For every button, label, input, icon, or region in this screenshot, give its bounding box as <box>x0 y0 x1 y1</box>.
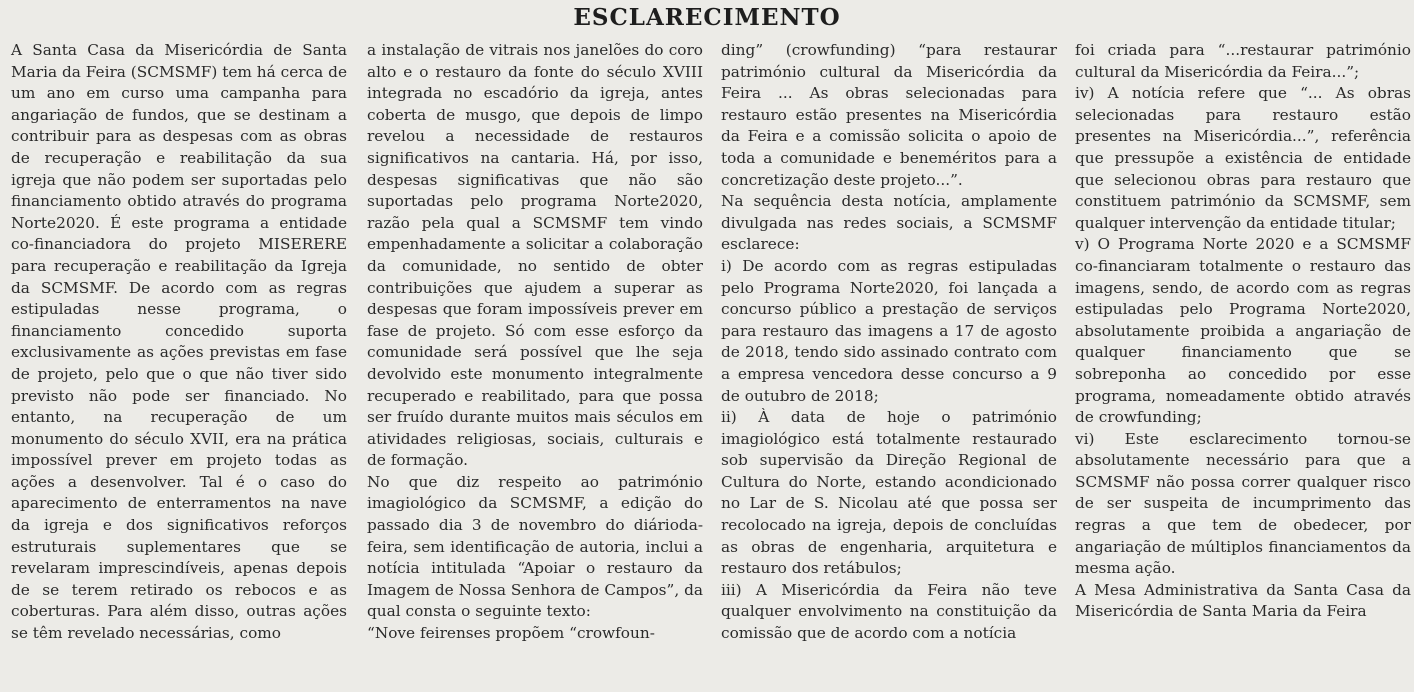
article-column-3 <box>721 40 1057 645</box>
article-title: ESCLARECIMENTO <box>573 4 841 31</box>
paragraph: “Nove feirenses propõem “crowfoun- <box>367 624 655 643</box>
paragraph: iv) A notícia refere que “... As obras selecionadas para restauro estão presentes na Misericórdia...”, referência que pressupõe a existência de entidade que selecionou obras para restauro que constituem património da SCMSMF, sem qualquer intervenção da entidade titular; <box>1075 84 1411 232</box>
paragraph: i) De acordo com as regras estipuladas pelo Programa Norte2020, foi lançada a concurso público a prestação de serviços para restauro das imagens a 17 de agosto de 2018, tendo sido assinado contrato com a empresa vencedora desse concurso a 9 de outubro de 2018; <box>721 256 1057 405</box>
article-column-2 <box>367 40 703 645</box>
paragraph: foi criada para “...restaurar património cultural da Misericórdia da Feira...”; <box>1075 41 1411 81</box>
paragraph: Na sequência desta notícia, amplamente divulgada nas redes sociais, a SCMSMF esclarece: <box>721 192 1057 254</box>
paragraph: v) O Programa Norte 2020 e a SCMSMF co-financiaram totalmente o restauro das imagens, sendo, de acordo com as regras estipuladas pelo Programa Norte2020, absolutamente proibida a angariação de qualquer financiamento que se sobreponha ao concedido por esse programa, nomeadamente obtido através de crowfunding; <box>1075 235 1411 427</box>
paragraph: A Santa Casa da Misericórdia de Santa Maria da Feira (SCMSMF) tem há cerca de um ano em curso uma campanha para angariação de fundos, que se destinam a contribuir para as despesas com as obras de recuperação e reabilitação da sua igreja que não podem ser suportadas pelo financiamento obtido através do programa Norte2020. É este programa a entidade co-financiadora do projeto MISERERE para recuperação e reabilitação da Igreja da SCMSMF. De acordo com as regras estipuladas nesse programa, o financiamento concedido suporta exclusivamente as ações previstas em fase de projeto, pelo que o que não tiver sido previsto não pode ser financiado. No entanto, na recuperação de um monumento do século XVII, era na prática impossível prever em projeto todas as ações a desenvolver. Tal é o caso do aparecimento de enterramentos na nave da igreja e dos significativos reforços estruturais suplementares que se revelaram imprescindíveis, apenas depois de se terem retirado os rebocos e as coberturas. Para além disso, outras ações se têm revelado necessárias, como <box>11 41 347 643</box>
paragraph: ding” (crowfunding) “para restaurar património cultural da Misericórdia da Feira ... As obras selecionadas para restauro estão presentes na Misericórdia da Feira e a comissão solicita o apoio de toda a comunidade e beneméritos para a concretização deste projeto...”. <box>721 41 1057 189</box>
signature-line: A Mesa Administrativa da Santa Casa da Misericórdia de Santa Maria da Feira <box>1075 580 1411 621</box>
article-column-1 <box>11 40 347 645</box>
paragraph: a instalação de vitrais nos janelões do coro alto e o restauro da fonte do século XVIII integrada no escadório da igreja, antes coberta de musgo, que depois de limpo revelou a necessidade de restauros significativos na cantaria. Há, por isso, despesas significativas que não são suportadas pelo programa Norte2020, razão pela qual a SCMSMF tem vindo empenhadamente a solicitar a colaboração da comunidade, no sentido de obter contribuições que ajudem a superar as despesas que foram impossíveis prever em fase de projeto. Só com esse esforço da comunidade será possível que lhe seja devolvido este monumento integralmente recuperado e reabilitado, para que possa ser fruído durante muitos mais séculos em atividades religiosas, sociais, culturais e de formação. <box>367 41 703 470</box>
paragraph: ii) À data de hoje o património imagiológico está totalmente restaurado sob supervisão da Direção Regional de Cultura do Norte, estando acondicionado no Lar de S. Nicolau até que possa ser recolocado na igreja, depois de concluídas as obras de engenharia, arquitetura e restauro dos retábulos; <box>721 408 1057 578</box>
article-column-4 <box>1075 40 1411 623</box>
paragraph: vi) Este esclarecimento tornou-se absolutamente necessário para que a SCMSMF não possa correr qualquer risco de ser suspeita de incumprimento das regras a que tem de obedecer, por angariação de múltiplos financiamentos da mesma ação. <box>1075 429 1411 578</box>
paragraph: iii) A Misericórdia da Feira não teve qualquer envolvimento na constituição da comissão que de acordo com a notícia <box>721 580 1057 643</box>
paragraph: No que diz respeito ao património imagiológico da SCMSMF, a edição do passado dia 3 de novembro do diárioda-feira, sem identificação de autoria, inclui a notícia intitulada “Apoiar o restauro da Imagem de Nossa Senhora de Campos”, da qual consta o seguinte texto: <box>367 472 703 621</box>
